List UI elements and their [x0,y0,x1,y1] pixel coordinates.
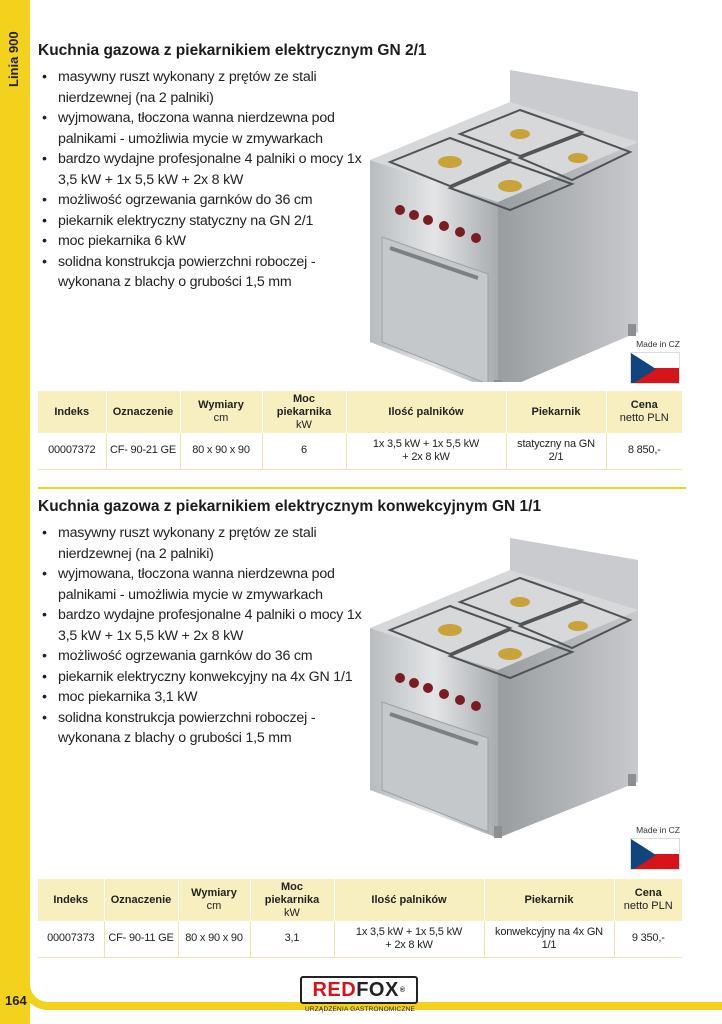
feature-item: • możliwość ogrzewania garnków do 36 cm [38,646,378,667]
cell-index: 00007373 [38,921,104,957]
series-label: Linia 900 [6,31,21,87]
feature-item: • solidna konstrukcja powierzchni roboczej - wykonana z blachy o grubości 1,5 mm [38,708,378,749]
product-section-1 [38,40,688,463]
product-section-2 [38,496,688,951]
made-in-badge [620,825,680,870]
spec-table [38,391,682,470]
header-index: Indeks [38,391,106,433]
header-price: Cena netto PLN [606,391,682,433]
czech-flag-icon [630,838,680,870]
header-designation: Oznaczenie [106,391,180,433]
cell-burners: 1x 3,5 kW + 1x 5,5 kW + 2x 8 kW [334,921,484,957]
feature-item: • wyjmowana, tłoczona wanna nierdzewna pod palnikami - umożliwia mycie w zmywarkach [38,108,378,149]
feature-item: • masywny ruszt wykonany z prętów ze stali nierdzewnej (na 2 palniki) [38,67,378,108]
cell-designation: CF- 90-21 GE [106,433,180,469]
feature-item: • moc piekarnika 3,1 kW [38,687,378,708]
header-oven: Piekarnik [484,879,614,921]
table-header-row [38,391,682,433]
spec-table [38,879,682,958]
product-image [360,538,650,838]
table-row [38,921,682,957]
logo-wordmark: RED FOX ® [300,976,418,1004]
made-in-label: Made in CZ [636,339,680,349]
header-oven-power: Moc piekarnika kW [262,391,346,433]
header-dimensions: Wymiary cm [178,879,250,921]
cell-oven: statyczny na GN 2/1 [506,433,606,469]
feature-item: • wyjmowana, tłoczona wanna nierdzewna pod palnikami - umożliwia mycie w zmywarkach [38,564,378,605]
product-title: Kuchnia gazowa z piekarnikiem elektrycznym GN 2/1 [38,42,427,59]
cell-oven: konwekcyjny na 4x GN 1/1 [484,921,614,957]
cell-designation: CF- 90-11 GE [104,921,178,957]
redfox-logo [300,976,420,1018]
feature-item: • możliwość ogrzewania garnków do 36 cm [38,190,378,211]
logo-subtitle: URZĄDZENIA GASTRONOMICZNE [304,1006,416,1013]
cell-price: 8 850,- [606,433,682,469]
cell-price: 9 350,- [614,921,682,957]
table-header-row [38,879,682,921]
cell-dimensions: 80 x 90 x 90 [178,921,250,957]
section-divider [38,487,686,489]
made-in-label: Made in CZ [636,825,680,835]
product-title: Kuchnia gazowa z piekarnikiem elektrycznym konwekcyjnym GN 1/1 [38,498,542,515]
header-price: Cena netto PLN [614,879,682,921]
header-dimensions: Wymiary cm [180,391,262,433]
feature-item: • masywny ruszt wykonany z prętów ze stali nierdzewnej (na 2 palniki) [38,523,378,564]
cell-index: 00007372 [38,433,106,469]
feature-item: • moc piekarnika 6 kW [38,231,378,252]
page-number: 164 [5,993,27,1008]
feature-item: • piekarnik elektryczny konwekcyjny na 4x GN 1/1 [38,667,378,688]
header-burners: Ilość palników [334,879,484,921]
cell-oven-power: 3,1 [250,921,334,957]
header-designation: Oznaczenie [104,879,178,921]
table-row [38,433,682,469]
header-index: Indeks [38,879,104,921]
cell-burners: 1x 3,5 kW + 1x 5,5 kW + 2x 8 kW [346,433,506,469]
made-in-badge [620,339,680,384]
feature-item: • piekarnik elektryczny statyczny na GN 2/1 [38,211,378,232]
header-oven: Piekarnik [506,391,606,433]
feature-item: • bardzo wydajne profesjonalne 4 palniki o mocy 1x 3,5 kW + 1x 5,5 kW + 2x 8 kW [38,605,378,646]
feature-item: • solidna konstrukcja powierzchni roboczej - wykonana z blachy o grubości 1,5 mm [38,252,378,293]
feature-item: • bardzo wydajne profesjonalne 4 palniki o mocy 1x 3,5 kW + 1x 5,5 kW + 2x 8 kW [38,149,378,190]
cell-dimensions: 80 x 90 x 90 [180,433,262,469]
product-image [360,62,650,382]
header-oven-power: Moc piekarnika kW [250,879,334,921]
czech-flag-icon [630,352,680,384]
cell-oven-power: 6 [262,433,346,469]
header-burners: Ilość palników [346,391,506,433]
feature-list [38,523,378,749]
feature-list [38,67,378,293]
